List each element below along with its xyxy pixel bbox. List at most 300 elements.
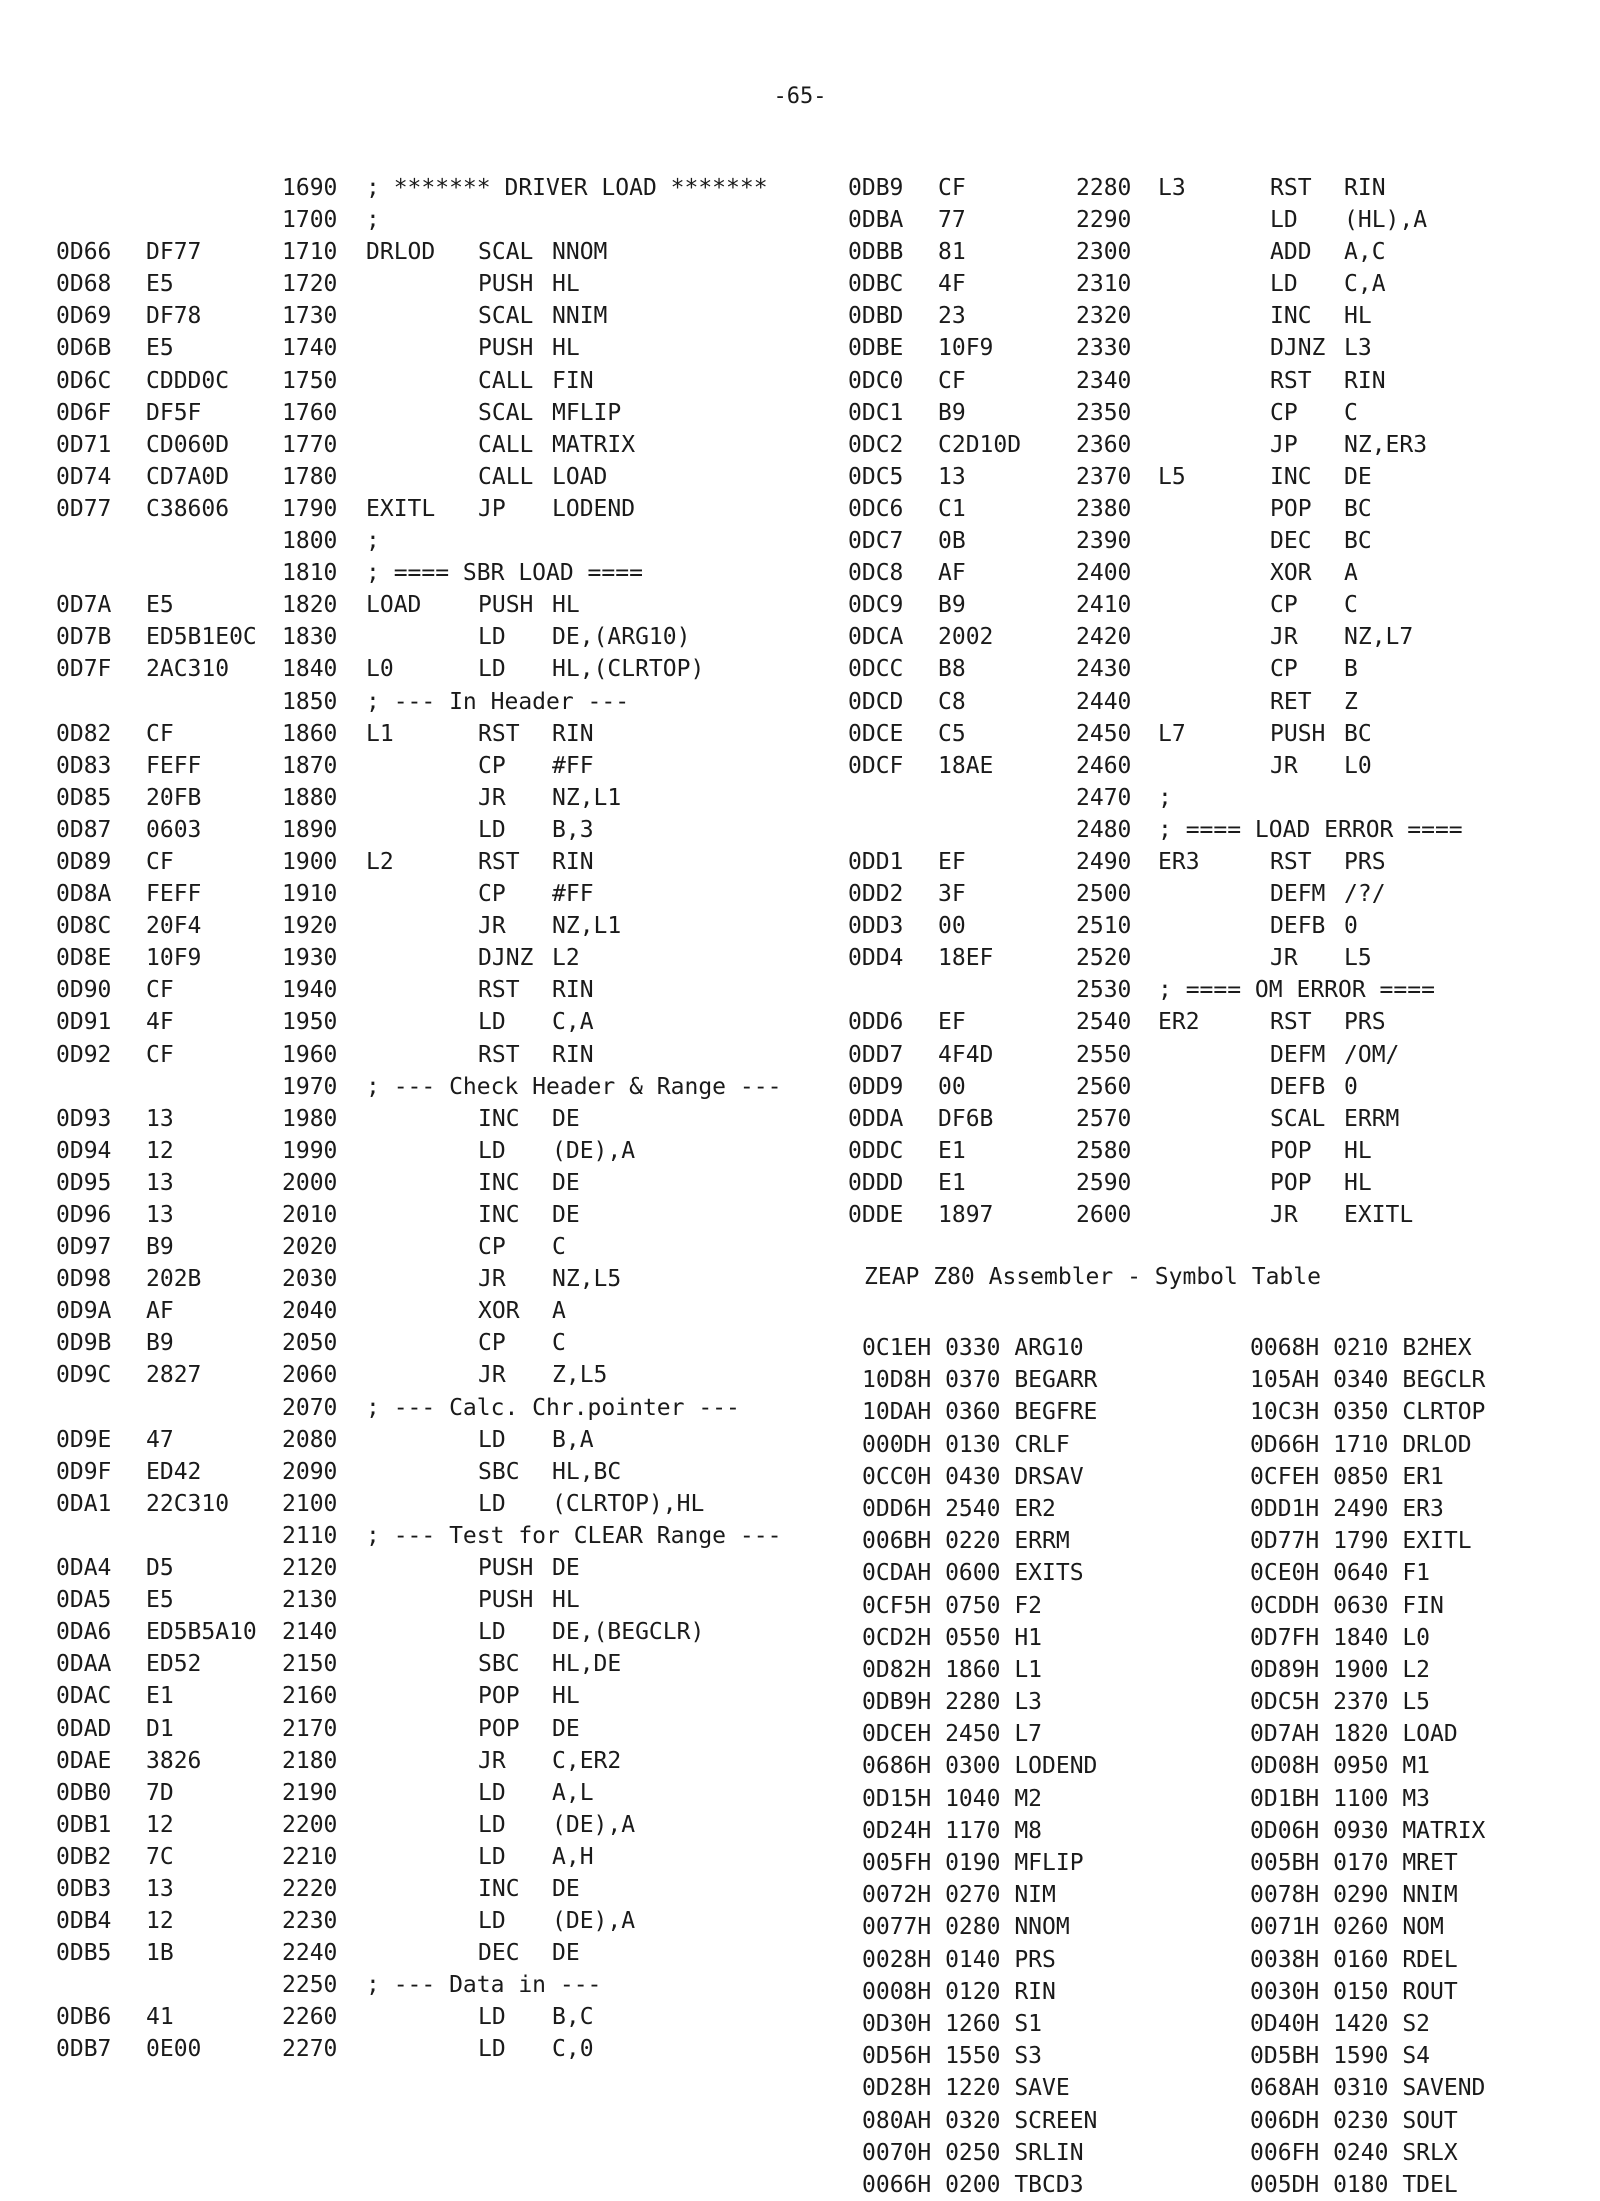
listing-addr: 0DA5: [56, 1587, 112, 1614]
listing-num: 1830: [282, 624, 338, 651]
listing-addr: 0DB2: [56, 1843, 112, 1870]
symbol-row: [862, 1654, 1562, 1686]
listing-num: 1770: [282, 431, 338, 458]
listing-op: PUSH: [1270, 720, 1326, 747]
listing-code: 1B: [146, 1940, 174, 1967]
listing-code: DF6B: [938, 1105, 994, 1132]
listing-op: LD: [478, 2036, 506, 2063]
listing-num: 2470: [1076, 784, 1132, 811]
listing-num: 1980: [282, 1105, 338, 1132]
listing-addr: 0DD9: [848, 1073, 904, 1100]
listing-addr: 0DB1: [56, 1811, 112, 1838]
listing-op: RST: [478, 848, 520, 875]
listing-num: 2400: [1076, 560, 1132, 587]
symbol-entry: 0070H 0250 SRLIN: [862, 2139, 1084, 2166]
symbol-entry: 000DH 0130 CRLF: [862, 1431, 1070, 1458]
listing-code: 202B: [146, 1266, 202, 1293]
symbol-entry: 0038H 0160 RDEL: [1250, 1946, 1458, 1973]
listing-code: 00: [938, 913, 966, 940]
listing-num: 2060: [282, 1362, 338, 1389]
listing-op: INC: [478, 1875, 520, 1902]
symbol-entry: 005BH 0170 MRET: [1250, 1850, 1458, 1876]
listing-addr: 0D93: [56, 1105, 112, 1132]
listing-args: /OM/: [1344, 1041, 1400, 1068]
symbol-entry: 0D66H 1710 DRLOD: [1250, 1431, 1472, 1458]
listing-num: 2410: [1076, 592, 1132, 619]
listing-code: B9: [938, 592, 966, 619]
listing-addr: 0DC1: [848, 399, 904, 426]
listing-args: A: [1344, 560, 1358, 587]
listing-label: ER3: [1158, 848, 1200, 875]
listing-op: LD: [478, 1009, 506, 1036]
listing-args: HL: [552, 271, 580, 298]
listing-args: NNOM: [552, 239, 608, 266]
listing-code: 77: [938, 207, 966, 234]
listing-code: E5: [146, 592, 174, 619]
listing-num: 2070: [282, 1394, 338, 1421]
symbol-row: [862, 1686, 1562, 1718]
listing-num: 2000: [282, 1169, 338, 1196]
listing-code: 4F: [146, 1009, 174, 1036]
listing-num: 1700: [282, 207, 338, 234]
listing-args: A,L: [552, 1779, 594, 1806]
listing-code: ED52: [146, 1651, 202, 1678]
listing-addr: 0D9E: [56, 1426, 112, 1453]
listing-num: 2220: [282, 1875, 338, 1902]
listing-comment: ; --- In Header ---: [366, 688, 630, 715]
symbol-row: [862, 1429, 1562, 1461]
listing-addr: 0DB0: [56, 1779, 112, 1806]
listing-code: 4F: [938, 271, 966, 298]
listing-op: LD: [1270, 207, 1298, 234]
listing-addr: 0DDD: [848, 1169, 904, 1196]
listing-addr: 0DD7: [848, 1041, 904, 1068]
listing-code: 12: [146, 1137, 174, 1164]
listing-addr: 0DAD: [56, 1715, 112, 1742]
listing-code: DF78: [146, 303, 202, 330]
listing-op: SCAL: [478, 303, 534, 330]
symbol-entry: 0CDDH 0630 FIN: [1250, 1592, 1444, 1619]
listing-num: 2260: [282, 2004, 338, 2031]
listing-addr: 0D96: [56, 1202, 112, 1228]
listing-code: C8: [938, 688, 966, 715]
listing-code: D1: [146, 1715, 174, 1742]
listing-code: ED42: [146, 1458, 202, 1485]
listing-addr: 0DB5: [56, 1940, 112, 1967]
listing-num: 1760: [282, 399, 338, 426]
listing-addr: 0DCF: [848, 752, 904, 779]
symbol-row: [862, 2072, 1562, 2104]
listing-args: NZ,ER3: [1344, 431, 1428, 458]
listing-addr: 0D8C: [56, 913, 112, 940]
listing-args: NZ,L7: [1344, 624, 1414, 651]
listing-code: FEFF: [146, 752, 202, 779]
listing-code: 13: [146, 1875, 174, 1902]
listing-args: A: [552, 1298, 566, 1325]
listing-num: 1910: [282, 881, 338, 908]
listing-args: DE: [552, 1875, 580, 1902]
listing-args: B,A: [552, 1426, 594, 1453]
symbol-entry: 0686H 0300 LODEND: [862, 1753, 1098, 1780]
listing-addr: 0DD6: [848, 1009, 904, 1036]
listing-num: 1890: [282, 816, 338, 843]
listing-addr: 0DD3: [848, 913, 904, 940]
symbol-entry: 0CDAH 0600 EXITS: [862, 1560, 1084, 1587]
listing-num: 2040: [282, 1298, 338, 1325]
listing-op: RST: [478, 720, 520, 747]
symbol-entry: 0D82H 1860 L1: [862, 1656, 1043, 1683]
listing-op: RST: [1270, 1009, 1312, 1036]
listing-args: NZ,L5: [552, 1266, 622, 1293]
listing-code: 2AC310: [146, 656, 230, 683]
listing-code: AF: [938, 560, 966, 587]
listing-addr: 0DBE: [848, 335, 904, 362]
listing-op: SCAL: [478, 239, 534, 266]
listing-comment: ;: [1158, 784, 1172, 811]
listing-num: 1950: [282, 1009, 338, 1036]
listing-num: 2530: [1076, 977, 1132, 1004]
listing-code: 1897: [938, 1202, 994, 1228]
listing-args: LODEND: [552, 495, 636, 522]
symbol-entry: 0DB9H 2280 L3: [862, 1689, 1043, 1716]
listing-op: CALL: [478, 367, 534, 394]
listing-addr: 0DCC: [848, 656, 904, 683]
listing-args: RIN: [552, 720, 594, 747]
listing-code: E1: [146, 1683, 174, 1710]
listing-addr: 0DA4: [56, 1555, 112, 1582]
listing-label: L1: [366, 720, 394, 747]
listing-code: DF5F: [146, 399, 202, 426]
listing-num: 1860: [282, 720, 338, 747]
symbol-entry: 0D06H 0930 MATRIX: [1250, 1817, 1486, 1844]
listing-op: DJNZ: [478, 945, 534, 972]
symbol-entry: 0CFEH 0850 ER1: [1250, 1463, 1444, 1490]
listing-args: (DE),A: [552, 1137, 636, 1164]
listing-code: E5: [146, 1587, 174, 1614]
listing-args: DE: [552, 1169, 580, 1196]
listing-op: LD: [478, 1137, 506, 1164]
listing-code: 20FB: [146, 784, 202, 811]
listing-code: E1: [938, 1169, 966, 1196]
listing-op: INC: [478, 1202, 520, 1228]
listing-args: (DE),A: [552, 1908, 636, 1935]
listing-comment: ; ==== OM ERROR ====: [1158, 977, 1435, 1004]
listing-num: 2420: [1076, 624, 1132, 651]
listing-num: 2520: [1076, 945, 1132, 972]
listing-code: E1: [938, 1137, 966, 1164]
listing-label: EXITL: [366, 495, 436, 522]
listing-code: 10F9: [146, 945, 202, 972]
listing-args: DE,(BEGCLR): [552, 1619, 705, 1646]
listing-op: DEFB: [1270, 1073, 1326, 1100]
listing-num: 1940: [282, 977, 338, 1004]
symbol-entry: 0072H 0270 NIM: [862, 1882, 1056, 1909]
listing-code: 4F4D: [938, 1041, 994, 1068]
listing-code: B9: [146, 1330, 174, 1357]
symbol-entry: 0030H 0150 ROUT: [1250, 1978, 1458, 2005]
listing-code: 41: [146, 2004, 174, 2031]
listing-addr: 0DD4: [848, 945, 904, 972]
listing-num: 1820: [282, 592, 338, 619]
listing-op: LD: [478, 1779, 506, 1806]
symbol-row: [862, 1976, 1562, 2008]
listing-op: JR: [478, 913, 506, 940]
listing-args: PRS: [1344, 848, 1386, 875]
listing-num: 2190: [282, 1779, 338, 1806]
listing-comment: ; ******* DRIVER LOAD *******: [366, 175, 768, 201]
listing-addr: 0DB7: [56, 2036, 112, 2063]
listing-addr: 0D9B: [56, 1330, 112, 1357]
listing-op: CP: [478, 1234, 506, 1261]
symbol-entry: 0071H 0260 NOM: [1250, 1914, 1444, 1941]
listing-addr: 0DCE: [848, 720, 904, 747]
listing-num: 2600: [1076, 1202, 1132, 1228]
listing-args: MFLIP: [552, 399, 622, 426]
listing-num: 2240: [282, 1940, 338, 1967]
listing-op: JR: [478, 1362, 506, 1389]
symbol-entry: 0D56H 1550 S3: [862, 2043, 1043, 2070]
listing-comment: ; --- Test for CLEAR Range ---: [366, 1522, 782, 1549]
listing-code: ED5B5A10: [146, 1619, 257, 1646]
listing-addr: 0DDC: [848, 1137, 904, 1164]
listing-op: XOR: [478, 1298, 520, 1325]
symbol-entry: 10DAH 0360 BEGFRE: [862, 1399, 1098, 1426]
listing-op: CP: [1270, 592, 1298, 619]
listing-args: B: [1344, 656, 1358, 683]
listing-code: CF: [146, 720, 174, 747]
listing-args: RIN: [552, 1041, 594, 1068]
listing-code: 47: [146, 1426, 174, 1453]
listing-label: L3: [1158, 175, 1186, 201]
listing-code: CF: [146, 848, 174, 875]
listing-args: PRS: [1344, 1009, 1386, 1036]
listing-num: 2100: [282, 1490, 338, 1517]
listing-addr: 0DB3: [56, 1875, 112, 1902]
listing-addr: 0D9F: [56, 1458, 112, 1485]
listing-num: 2590: [1076, 1169, 1132, 1196]
listing-op: JP: [478, 495, 506, 522]
listing-num: 2300: [1076, 239, 1132, 266]
listing-args: A,H: [552, 1843, 594, 1870]
listing-addr: 0D94: [56, 1137, 112, 1164]
listing-code: 3826: [146, 1747, 202, 1774]
listing-addr: 0D92: [56, 1041, 112, 1068]
symbol-entry: 0078H 0290 NNIM: [1250, 1882, 1458, 1909]
listing-code: 18EF: [938, 945, 994, 972]
listing-num: 2290: [1076, 207, 1132, 234]
listing-num: 2460: [1076, 752, 1132, 779]
listing-num: 2090: [282, 1458, 338, 1485]
listing-args: #FF: [552, 752, 594, 779]
listing-op: INC: [478, 1105, 520, 1132]
listing-code: 3F: [938, 881, 966, 908]
symbol-entry: 0D24H 1170 M8: [862, 1817, 1043, 1844]
listing-num: 2020: [282, 1234, 338, 1261]
listing-addr: 0DC6: [848, 495, 904, 522]
listing-addr: 0DC7: [848, 528, 904, 555]
symbol-row: [862, 2169, 1562, 2201]
symbol-entry: 0DC5H 2370 L5: [1250, 1689, 1431, 1716]
listing-addr: 0D98: [56, 1266, 112, 1293]
listing-num: 2180: [282, 1747, 338, 1774]
symbol-entry: 0D5BH 1590 S4: [1250, 2043, 1431, 2070]
listing-label: DRLOD: [366, 239, 436, 266]
listing-args: NZ,L1: [552, 913, 622, 940]
listing-op: JR: [1270, 945, 1298, 972]
listing-args: DE: [552, 1555, 580, 1582]
listing-addr: 0D8A: [56, 881, 112, 908]
listing-op: JR: [1270, 752, 1298, 779]
listing-op: LD: [478, 1811, 506, 1838]
listing-num: 2170: [282, 1715, 338, 1742]
listing-addr: 0D6F: [56, 399, 112, 426]
listing-comment: ; ==== LOAD ERROR ====: [1158, 816, 1463, 843]
listing-op: JR: [478, 1747, 506, 1774]
symbol-row: [862, 1944, 1562, 1976]
symbol-entry: 0D1BH 1100 M3: [1250, 1785, 1431, 1812]
listing-op: JR: [478, 1266, 506, 1293]
listing-code: AF: [146, 1298, 174, 1325]
listing-num: 1880: [282, 784, 338, 811]
listing-op: INC: [1270, 463, 1312, 490]
listing-code: 0E00: [146, 2036, 202, 2063]
listing-code: 7C: [146, 1843, 174, 1870]
listing-comment: ;: [366, 528, 380, 555]
listing-args: /?/: [1344, 881, 1386, 908]
listing-num: 2230: [282, 1908, 338, 1935]
listing-args: L5: [1344, 945, 1372, 972]
listing-num: 2160: [282, 1683, 338, 1710]
listing-addr: 0D69: [56, 303, 112, 330]
listing-op: LD: [478, 1426, 506, 1453]
listing-args: HL,BC: [552, 1458, 622, 1485]
listing-addr: 0DC8: [848, 560, 904, 587]
listing-code: C5: [938, 720, 966, 747]
listing-op: LD: [478, 1908, 506, 1935]
symbol-entry: 0CF5H 0750 F2: [862, 1592, 1043, 1619]
listing-args: C,A: [552, 1009, 594, 1036]
symbol-entry: 0CC0H 0430 DRSAV: [862, 1463, 1084, 1490]
listing-code: CF: [146, 977, 174, 1004]
listing-addr: 0DAA: [56, 1651, 112, 1678]
listing-code: FEFF: [146, 881, 202, 908]
listing-op: CP: [478, 752, 506, 779]
listing-args: RIN: [552, 977, 594, 1004]
listing-addr: 0D77: [56, 495, 112, 522]
symbol-row: [862, 1911, 1562, 1943]
symbol-row: [862, 1847, 1562, 1879]
symbol-row: [862, 2105, 1562, 2137]
listing-addr: 0D90: [56, 977, 112, 1004]
listing-num: 2080: [282, 1426, 338, 1453]
listing-args: DE: [1344, 463, 1372, 490]
listing-label: LOAD: [366, 592, 422, 619]
listing-num: 2340: [1076, 367, 1132, 394]
listing-code: CD7A0D: [146, 463, 230, 490]
listing-args: FIN: [552, 367, 594, 394]
listing-code: B9: [938, 399, 966, 426]
symbol-entry: 0D7FH 1840 L0: [1250, 1624, 1431, 1651]
listing-num: 1920: [282, 913, 338, 940]
listing-addr: 0D89: [56, 848, 112, 875]
listing-addr: 0DDA: [848, 1105, 904, 1132]
listing-addr: 0DA1: [56, 1490, 112, 1517]
symbol-entry: 0D30H 1260 S1: [862, 2010, 1043, 2037]
symbol-entry: 0D89H 1900 L2: [1250, 1656, 1431, 1683]
listing-code: 0603: [146, 816, 202, 843]
listing-op: PUSH: [478, 1587, 534, 1614]
listing-addr: 0DB9: [848, 175, 904, 201]
listing-op: PUSH: [478, 271, 534, 298]
listing-args: RIN: [1344, 175, 1386, 201]
listing-args: HL: [1344, 1137, 1372, 1164]
listing-op: INC: [478, 1169, 520, 1196]
listing-num: 1990: [282, 1137, 338, 1164]
symbol-entry: 006FH 0240 SRLX: [1250, 2139, 1458, 2166]
listing-args: BC: [1344, 528, 1372, 555]
listing-code: D5: [146, 1555, 174, 1582]
listing-addr: 0DAE: [56, 1747, 112, 1774]
symbol-row: [862, 1622, 1562, 1654]
listing-num: 2500: [1076, 881, 1132, 908]
listing-num: 1790: [282, 495, 338, 522]
listing-args: 0: [1344, 913, 1358, 940]
listing-label: L0: [366, 656, 394, 683]
listing-args: DE: [552, 1940, 580, 1967]
listing-args: L2: [552, 945, 580, 972]
listing-args: C: [552, 1234, 566, 1261]
listing-code: B8: [938, 656, 966, 683]
listing-num: 2560: [1076, 1073, 1132, 1100]
listing-op: LD: [1270, 271, 1298, 298]
listing-op: SBC: [478, 1458, 520, 1485]
listing-addr: 0D87: [56, 816, 112, 843]
listing-args: B,3: [552, 816, 594, 843]
listing-code: 18AE: [938, 752, 994, 779]
listing-op: RST: [478, 1041, 520, 1068]
listing-num: 1740: [282, 335, 338, 362]
listing-num: 1970: [282, 1073, 338, 1100]
listing-code: EF: [938, 848, 966, 875]
symbol-entry: 0D08H 0950 M1: [1250, 1753, 1431, 1780]
symbol-entry: 0D77H 1790 EXITL: [1250, 1528, 1472, 1555]
listing-addr: 0D85: [56, 784, 112, 811]
listing-addr: 0DB4: [56, 1908, 112, 1935]
listing-op: SBC: [478, 1651, 520, 1678]
listing-op: POP: [1270, 1169, 1312, 1196]
listing-num: 1800: [282, 528, 338, 555]
listing-num: 2490: [1076, 848, 1132, 875]
listing-args: ERRM: [1344, 1105, 1400, 1132]
listing-num: 1780: [282, 463, 338, 490]
listing-num: 2430: [1076, 656, 1132, 683]
symbol-entry: 0C1EH 0330 ARG10: [862, 1335, 1084, 1361]
listing-num: 2140: [282, 1619, 338, 1646]
symbol-row: [862, 1815, 1562, 1847]
listing-num: 1690: [282, 175, 338, 201]
listing-code: 20F4: [146, 913, 202, 940]
listing-args: BC: [1344, 720, 1372, 747]
listing-op: SCAL: [1270, 1105, 1326, 1132]
listing-addr: 0DD1: [848, 848, 904, 875]
listing-args: Z,L5: [552, 1362, 608, 1389]
listing-num: 2540: [1076, 1009, 1132, 1036]
listing-num: 2130: [282, 1587, 338, 1614]
listing-addr: 0D82: [56, 720, 112, 747]
symbol-entry: 068AH 0310 SAVEND: [1250, 2075, 1486, 2102]
listing-args: C: [1344, 399, 1358, 426]
listing-args: DE: [552, 1202, 580, 1228]
